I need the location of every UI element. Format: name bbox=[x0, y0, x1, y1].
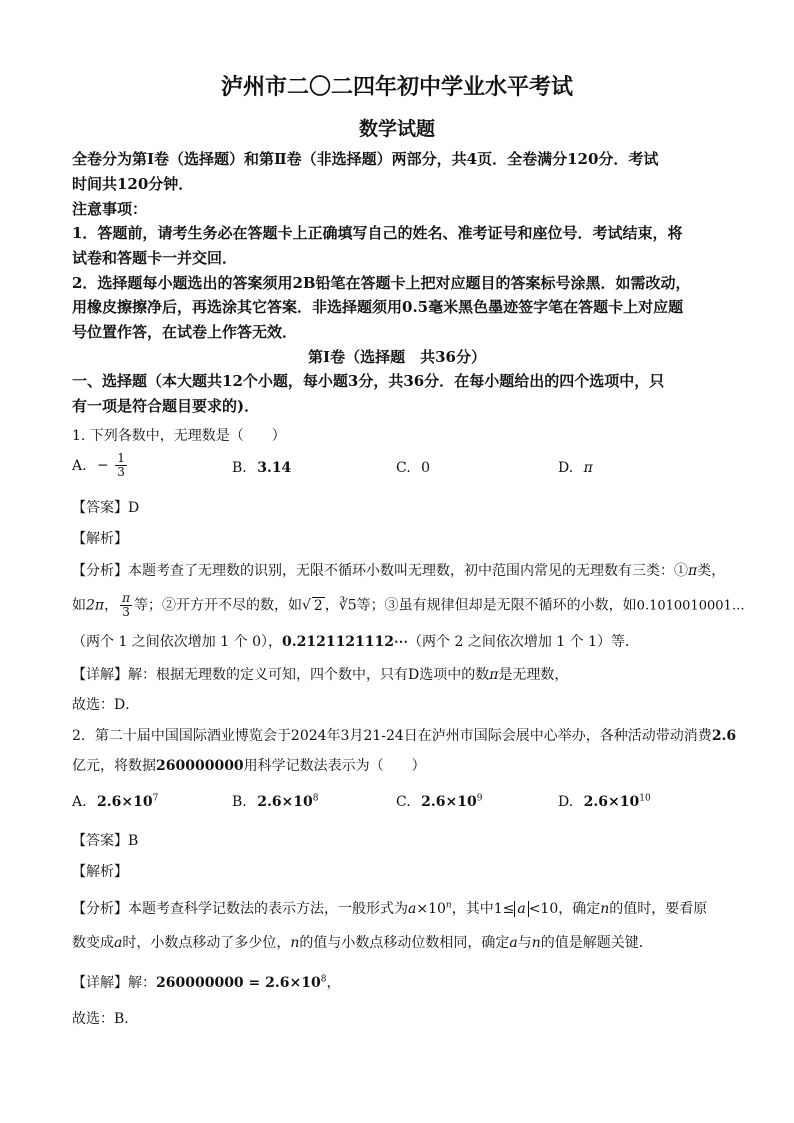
q1-fenxi-3-num: 0.2121121112⋯ bbox=[281, 634, 409, 650]
q2-fenxi-n2: n bbox=[600, 901, 610, 917]
q2-option-a-base: 2.6×10 bbox=[97, 794, 153, 810]
q1-fenxi-2-b: 等；②开方开不尽的数，如 bbox=[134, 597, 302, 614]
q2-detail-exp: 8 bbox=[320, 974, 327, 985]
q2-stem-2a: 亿元，将数据 bbox=[72, 758, 156, 774]
q2-fenxi-2-a2: a bbox=[509, 935, 518, 951]
section-heading: 第Ⅰ卷（选择题 共36分） bbox=[308, 348, 486, 366]
note-2-line-2: 用橡皮擦擦净后，再选涂其它答案．非选择题须用0.5毫米黑色墨迹签字笔在答题卡上对应题 bbox=[72, 298, 684, 316]
q2-option-a-exp: 7 bbox=[152, 793, 159, 804]
part-line-2: 有一项是符合题目要求的)． bbox=[72, 397, 260, 415]
q2-fenxi-2c: 的值与小数点移动位数相同，确定 bbox=[299, 935, 510, 951]
q2-fenxi-2d: 与 bbox=[517, 935, 532, 951]
q1-conclusion: 故选：D． bbox=[72, 697, 140, 713]
q1-fenxi-cbrt: ∛5 bbox=[338, 597, 357, 614]
q1-option-b bbox=[232, 460, 291, 476]
q1-fenxi-frac-den: 3 bbox=[122, 605, 130, 619]
q2-fenxi-1d: 的值时，要看原 bbox=[609, 901, 708, 917]
q2-option-c-base: 2.6×10 bbox=[421, 794, 477, 810]
q1-detail bbox=[72, 664, 568, 684]
q1-fenxi-text-1-end: 类， bbox=[697, 563, 726, 579]
q2-option-a bbox=[72, 794, 158, 810]
q2-fenxi-form-n: n bbox=[445, 900, 452, 911]
q2-fenxi-form-x10: ×10 bbox=[416, 901, 446, 917]
intro-line-2: 时间共120分钟． bbox=[72, 175, 194, 193]
q2-option-d-label: D. bbox=[558, 794, 574, 810]
q2-detail-end: ， bbox=[326, 975, 341, 991]
q2-option-a-label: A. bbox=[72, 794, 87, 810]
intro-line-1: 全卷分为第Ⅰ卷（选择题）和第Ⅱ卷（非选择题）两部分，共4页．全卷满分120分．考试 bbox=[72, 150, 659, 168]
q1-option-c bbox=[396, 460, 430, 476]
note-1-line-1: 1．答题前，请考生务必在答题卡上正确填写自己的姓名、准考证号和座位号．考试结束，将 bbox=[72, 224, 683, 242]
q1-fenxi-label: 【分析】 bbox=[72, 563, 128, 579]
q2-option-c bbox=[396, 794, 482, 810]
q2-fenxi-2e: 的值是解题关键． bbox=[540, 935, 653, 951]
q1-analysis-label: 【解析】 bbox=[72, 531, 128, 547]
q2-fenxi-2-n2: n bbox=[531, 935, 541, 951]
q1-fenxi-2-c: ， bbox=[324, 597, 339, 614]
q1-detail-label: 【详解】 bbox=[72, 667, 128, 683]
notes-title: 注意事项： bbox=[72, 200, 148, 218]
q2-fenxi-line-1 bbox=[72, 898, 707, 918]
q1-fenxi-line-2 bbox=[72, 592, 745, 619]
page-title: 泸州市二〇二四年初中学业水平考试 bbox=[220, 74, 573, 100]
q1-fenxi-2-comma: ， bbox=[104, 597, 119, 614]
q2-fenxi-1b: ，其中 bbox=[451, 901, 494, 917]
q1-fenxi-line-1 bbox=[72, 560, 725, 580]
q2-fenxi-2b: 时，小数点移动了多少位， bbox=[122, 935, 291, 951]
q1-fenxi-sqrt-sign: √ bbox=[302, 597, 311, 614]
q2-option-c-exp: 9 bbox=[476, 793, 483, 804]
q2-stem-1b: 2.6 bbox=[711, 728, 737, 744]
q2-fenxi-cond-a: 1≤ bbox=[493, 901, 515, 917]
q2-stem-2b: 用科学记数法表示为（ ） bbox=[243, 758, 426, 774]
q1-detail-pi: π bbox=[489, 667, 499, 683]
q1-option-c-value: 0 bbox=[421, 460, 431, 476]
q2-fenxi-label: 【分析】 bbox=[72, 901, 128, 917]
q2-answer: 【答案】B bbox=[72, 833, 139, 849]
q2-stem-1a: 2．第二十届中国国际酒业博览会于2024年3月21-24日在泸州市国际会展中心举办，各种活动带动消费 bbox=[72, 728, 712, 744]
q1-fenxi-3-a: （两个 1 之间依次增加 1 个 0）， bbox=[72, 634, 282, 650]
note-2-line-3: 号位置作答，在试卷上作答无效． bbox=[72, 323, 298, 341]
q2-detail-a: 解： bbox=[128, 975, 156, 991]
q2-detail-eq: 260000000 = 2.6×10 bbox=[156, 975, 321, 991]
note-2-line-1: 2．选择题每小题选出的答案须用2B铅笔在答题卡上把对应题目的答案标号涂黑．如需改动， bbox=[72, 274, 691, 292]
q1-option-c-label: C. bbox=[396, 460, 411, 476]
q2-option-d-base: 2.6×10 bbox=[583, 794, 640, 810]
q1-fenxi-2-d: 等；③虽有规律但却是无限不循环的小数，如 bbox=[356, 597, 637, 614]
q1-fenxi-3-b: （两个 2 之间依次增加 1 个 1）等． bbox=[408, 634, 639, 650]
q2-fenxi-2-a: a bbox=[114, 935, 123, 951]
q1-detail-end: 是无理数， bbox=[498, 667, 569, 683]
page-subtitle: 数学试题 bbox=[358, 118, 435, 140]
q2-fenxi-1c: ，确定 bbox=[558, 901, 601, 917]
q2-option-b-base: 2.6×10 bbox=[257, 794, 313, 810]
q2-fenxi-cond-abs: a bbox=[514, 901, 528, 917]
q1-fenxi-2-a: 如 bbox=[72, 597, 86, 614]
q1-fenxi-pi-over-3 bbox=[120, 592, 132, 619]
q1-option-a-numerator: 1 bbox=[117, 451, 125, 465]
q1-option-a-fraction bbox=[115, 452, 127, 479]
note-1-line-2: 试卷和答题卡一并交回． bbox=[72, 249, 238, 267]
q1-fenxi-frac-num: π bbox=[122, 591, 130, 605]
q1-option-a-sign: − bbox=[97, 457, 109, 474]
q1-option-a-label: A. bbox=[72, 457, 87, 474]
q2-stem-2num: 260000000 bbox=[156, 758, 244, 774]
q2-option-d bbox=[558, 794, 651, 810]
q2-fenxi-1a: 本题考查科学记数法的表示方法，一般形式为 bbox=[128, 901, 408, 917]
q2-option-c-label: C. bbox=[396, 794, 411, 810]
q1-fenxi-2pi: 2π bbox=[86, 597, 105, 614]
q1-fenxi-line-3 bbox=[72, 631, 639, 651]
q2-option-b bbox=[232, 794, 319, 810]
q2-conclusion: 故选：B． bbox=[72, 1011, 139, 1027]
q2-option-d-exp: 10 bbox=[639, 793, 651, 804]
q1-fenxi-sqrt-value: 2 bbox=[313, 597, 323, 614]
q2-stem-line-2 bbox=[72, 755, 426, 775]
q2-detail bbox=[72, 972, 340, 992]
q2-option-b-label: B. bbox=[232, 794, 247, 810]
q1-detail-text: 解：根据无理数的定义可知，四个数中，只有D选项中的数 bbox=[128, 667, 490, 683]
q1-fenxi-text-1: 本题考查了无理数的识别，无限不循环小数叫无理数，初中范围内常见的无理数有三类：① bbox=[128, 563, 688, 579]
q2-fenxi-line-2 bbox=[72, 932, 653, 952]
q1-fenxi-pi: π bbox=[688, 563, 698, 579]
q1-fenxi-2-num: 0.1010010001… bbox=[636, 598, 745, 614]
q1-stem: 1. 下列各数中，无理数是（ ） bbox=[72, 428, 286, 444]
q2-fenxi-2-n: n bbox=[290, 935, 300, 951]
q1-option-d-value: π bbox=[583, 460, 593, 476]
q2-fenxi-2a: 数变成 bbox=[72, 935, 114, 951]
q1-option-d-label: D. bbox=[558, 460, 574, 476]
q2-option-b-exp: 8 bbox=[312, 793, 319, 804]
part-line-1: 一、选择题（本大题共12个小题，每小题3分，共36分．在每小题给出的四个选项中，只 bbox=[72, 372, 665, 390]
q1-option-a-denominator: 3 bbox=[117, 465, 125, 479]
q2-detail-label: 【详解】 bbox=[72, 975, 128, 991]
q1-option-a bbox=[72, 452, 129, 479]
q1-option-b-label: B. bbox=[232, 460, 247, 476]
q1-option-b-value: 3.14 bbox=[257, 460, 292, 476]
q2-stem-line-1 bbox=[72, 725, 736, 745]
q1-option-d bbox=[558, 460, 593, 476]
q2-fenxi-cond-b: <10 bbox=[528, 901, 559, 917]
q2-fenxi-form-a: a bbox=[408, 901, 417, 917]
q1-answer: 【答案】D bbox=[72, 500, 140, 516]
q2-analysis-label: 【解析】 bbox=[72, 864, 128, 880]
